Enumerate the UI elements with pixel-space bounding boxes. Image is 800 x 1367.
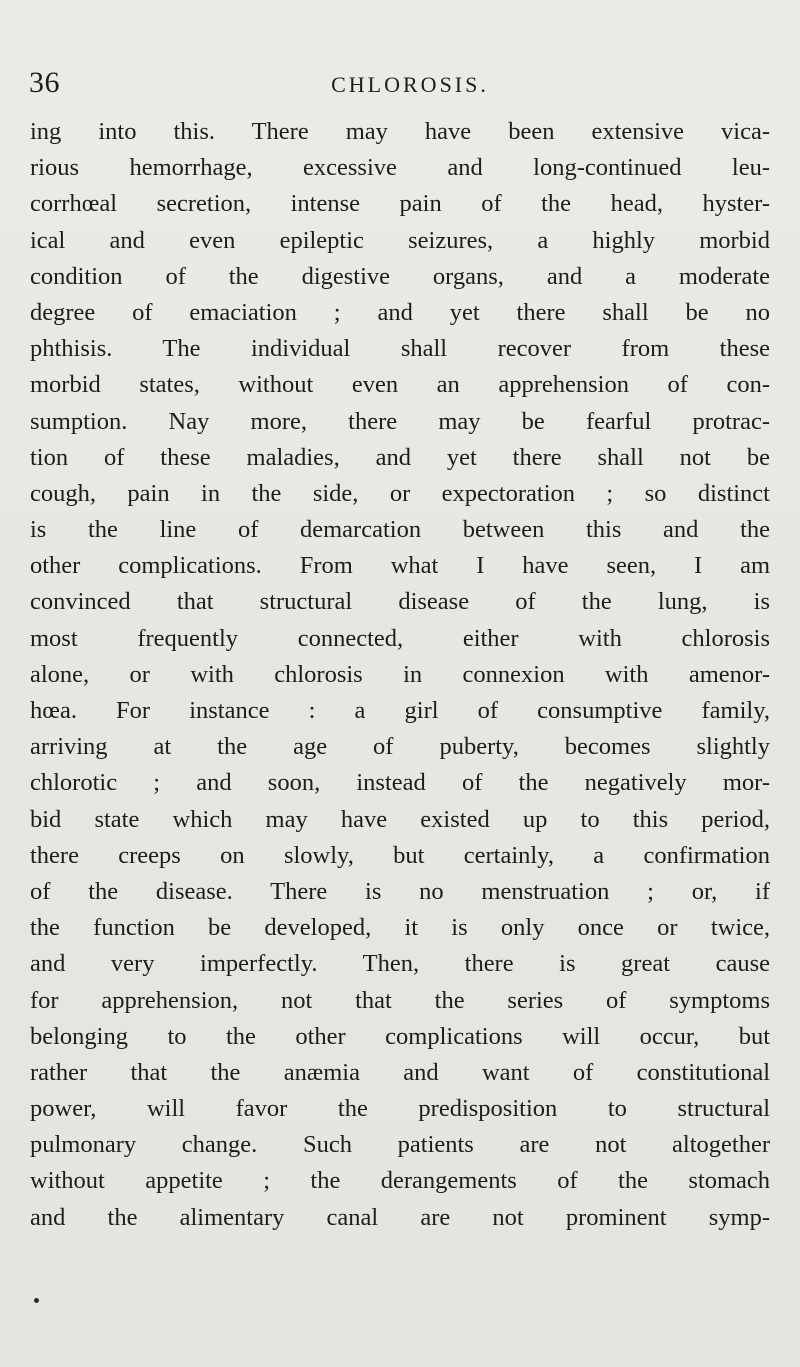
text-line: arriving at the age of puberty, becomes slightly xyxy=(30,733,770,761)
text-line: for apprehension, not that the series of symptoms xyxy=(30,986,770,1014)
text-line: condition of the digestive organs, and a moderate xyxy=(30,262,770,290)
text-line: chlorotic ; and soon, instead of the negatively mor- xyxy=(30,769,770,797)
text-line: there creeps on slowly, but certainly, a confirmation xyxy=(30,841,770,869)
page-header xyxy=(0,58,800,108)
text-line: phthisis. The individual shall recover from these xyxy=(30,335,770,363)
text-line: and very imperfectly. Then, there is great cause xyxy=(30,950,770,978)
ink-speck xyxy=(34,1298,39,1303)
text-line: ing into this. There may have been extensive vica- xyxy=(30,118,770,145)
text-line: alone, or with chlorosis in connexion with amenor- xyxy=(30,660,770,688)
text-line: sumption. Nay more, there may be fearful protrac- xyxy=(30,407,770,435)
page-number: 36 xyxy=(29,66,60,99)
text-line: hœa. For instance : a girl of consumptive family, xyxy=(30,697,770,724)
text-line: belonging to the other complications will occur, but xyxy=(30,1022,770,1050)
body-text xyxy=(30,114,770,1236)
text-line: degree of emaciation ; and yet there shall be no xyxy=(30,298,770,326)
text-line: is the line of demarcation between this and the xyxy=(30,516,770,544)
text-line: bid state which may have existed up to this period, xyxy=(30,805,770,833)
text-line: the function be developed, it is only once or twice, xyxy=(30,914,770,942)
text-line: without appetite ; the derangements of the stomach xyxy=(30,1167,770,1195)
text-line: most frequently connected, either with chlorosis xyxy=(30,624,770,652)
text-line: and the alimentary canal are not prominent symp- xyxy=(30,1203,770,1231)
text-line: pulmonary change. Such patients are not altogether xyxy=(30,1131,770,1159)
text-line: morbid states, without even an apprehension of con- xyxy=(30,371,770,399)
running-head: CHLOROSIS. xyxy=(331,72,489,97)
text-line: other complications. From what I have seen, I am xyxy=(30,552,770,580)
text-line: rather that the anæmia and want of constitutional xyxy=(30,1058,770,1086)
text-line: convinced that structural disease of the lung, is xyxy=(30,588,770,616)
text-line: cough, pain in the side, or expectoration ; so distinct xyxy=(30,479,770,507)
text-line: tion of these maladies, and yet there shall not be xyxy=(30,443,770,471)
text-line: corrhœal secretion, intense pain of the head, hyster- xyxy=(30,190,770,218)
text-line: power, will favor the predisposition to structural xyxy=(30,1095,770,1123)
text-line: rious hemorrhage, excessive and long-continued leu- xyxy=(30,154,770,182)
text-line: of the disease. There is no menstruation ; or, if xyxy=(30,877,770,905)
text-line: ical and even epileptic seizures, a highly morbid xyxy=(30,226,770,254)
